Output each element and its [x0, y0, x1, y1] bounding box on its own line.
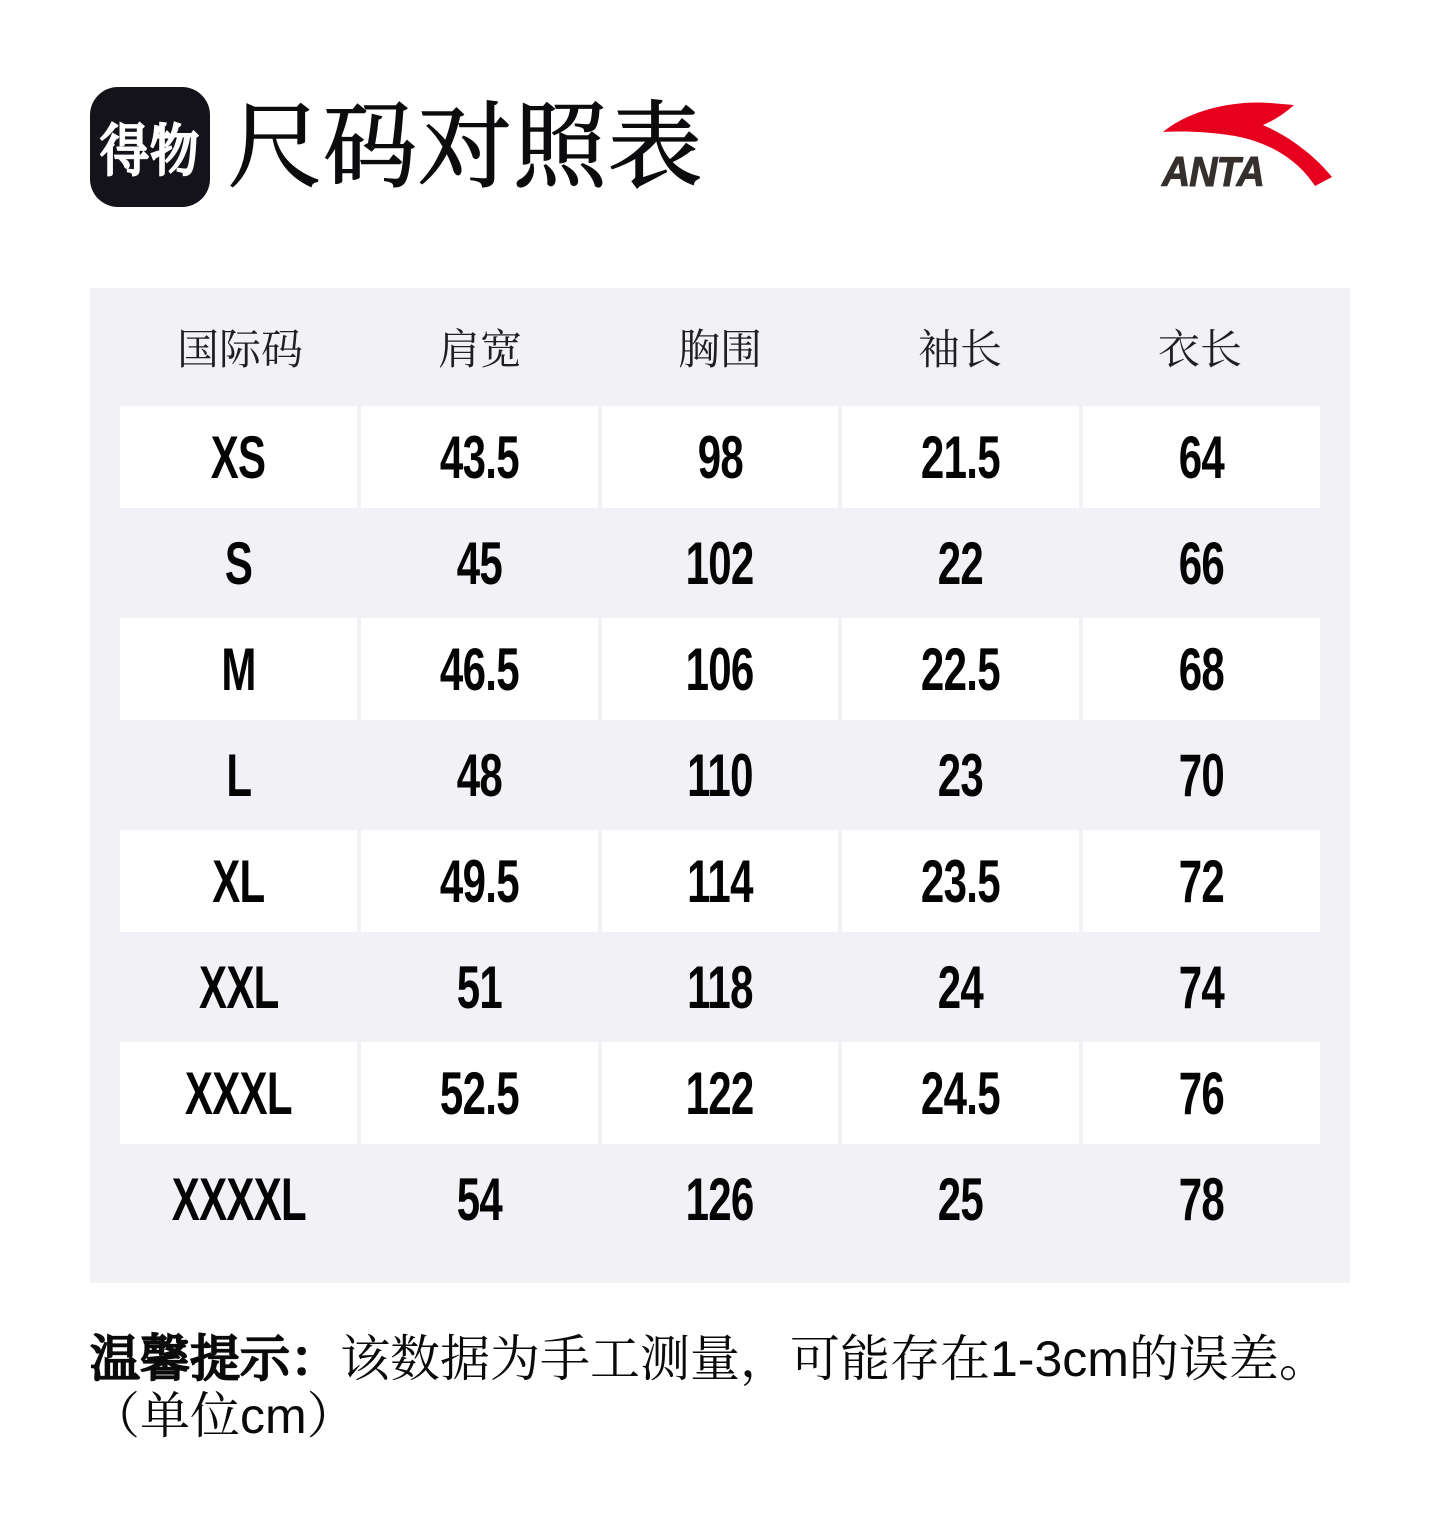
cell-value: XXL	[198, 953, 279, 1021]
cell-value: 118	[687, 953, 753, 1021]
cell-value: 106	[686, 635, 754, 703]
cell-value: 25	[938, 1165, 984, 1233]
cell-value: XXXL	[184, 1059, 292, 1127]
note	[90, 1331, 1400, 1445]
table-cell	[361, 936, 598, 1038]
table-cell	[361, 406, 598, 508]
cell-value: XL	[212, 847, 265, 915]
cell-value: 45	[456, 529, 502, 597]
table-cell	[1083, 724, 1320, 826]
column-header: 袖长	[917, 326, 1002, 373]
table-cell	[602, 936, 839, 1038]
cell-value: 72	[1178, 847, 1225, 915]
cell-value: L	[225, 741, 251, 809]
table-cell	[602, 512, 839, 614]
table-cell	[842, 618, 1079, 720]
note-unit: （单位cm）	[90, 1388, 357, 1444]
table-row	[120, 1042, 1320, 1144]
cell-value: 122	[686, 1059, 754, 1127]
table-cell	[602, 1148, 839, 1250]
table-cell	[120, 1042, 357, 1144]
table-row	[120, 512, 1320, 614]
table-cell	[361, 1042, 598, 1144]
table-cell	[120, 406, 357, 508]
cell-value: 22.5	[921, 635, 1001, 703]
table-cell	[1083, 512, 1320, 614]
table-cell	[361, 724, 598, 826]
cell-value: 46.5	[439, 635, 519, 703]
cell-value: XXXXL	[171, 1165, 306, 1233]
cell-value: 126	[686, 1165, 754, 1233]
table-cell	[842, 936, 1079, 1038]
table-cell	[120, 1148, 357, 1250]
cell-value: 110	[687, 741, 753, 809]
table-cell	[1083, 936, 1320, 1038]
table-cell	[120, 724, 357, 826]
table-cell	[361, 618, 598, 720]
anta-brand-logo	[1160, 98, 1338, 195]
table-cell	[602, 1042, 839, 1144]
cell-value: 98	[697, 423, 743, 491]
table-cell	[842, 512, 1079, 614]
cell-value: 22	[938, 529, 984, 597]
dewu-logo-text: 得物	[100, 120, 200, 183]
cell-value: 66	[1178, 529, 1225, 597]
note-label: 温馨提示：	[90, 1331, 340, 1387]
table-cell	[842, 1148, 1079, 1250]
page-title: 尺码对照表	[228, 94, 704, 199]
table-cell	[1083, 1148, 1320, 1250]
cell-value: 76	[1178, 1059, 1225, 1127]
table-cell	[602, 618, 839, 720]
cell-value: 52.5	[439, 1059, 519, 1127]
note-text: 该数据为手工测量，可能存在1-3cm的误差。	[340, 1331, 1329, 1387]
cell-value: S	[224, 529, 253, 597]
cell-value: 68	[1178, 635, 1225, 703]
page-header	[90, 86, 1350, 208]
table-cell	[120, 618, 357, 720]
column-header: 肩宽	[437, 326, 522, 373]
dewu-app-logo	[90, 87, 210, 207]
table-cell	[602, 406, 839, 508]
table-row	[120, 936, 1320, 1038]
table-cell	[602, 724, 839, 826]
table-cell	[120, 512, 357, 614]
table-cell	[120, 830, 357, 932]
table-body	[120, 406, 1320, 1250]
anta-wordmark: ANTA	[1162, 148, 1264, 195]
cell-value: 23.5	[921, 847, 1001, 915]
table-cell	[1083, 830, 1320, 932]
table-row	[120, 1148, 1320, 1250]
table-row	[120, 618, 1320, 720]
table-row	[120, 724, 1320, 826]
table-cell	[120, 936, 357, 1038]
column-header: 衣长	[1157, 326, 1242, 373]
table-cell	[842, 724, 1079, 826]
table-cell	[1083, 618, 1320, 720]
table-cell	[1083, 1042, 1320, 1144]
cell-value: M	[221, 635, 256, 703]
table-row	[120, 406, 1320, 508]
table-cell	[361, 1148, 598, 1250]
table-header-row	[120, 288, 1320, 406]
cell-value: 24.5	[921, 1059, 1001, 1127]
cell-value: XS	[211, 423, 266, 491]
cell-value: 54	[456, 1165, 502, 1233]
table-cell	[842, 1042, 1079, 1144]
cell-value: 24	[938, 953, 984, 1021]
cell-value: 21.5	[921, 423, 1001, 491]
table-cell	[842, 406, 1079, 508]
table-cell	[1083, 406, 1320, 508]
cell-value: 23	[938, 741, 984, 809]
cell-value: 49.5	[439, 847, 519, 915]
cell-value: 78	[1178, 1165, 1225, 1233]
cell-value: 51	[456, 953, 502, 1021]
column-header: 胸围	[677, 326, 762, 373]
table-row	[120, 830, 1320, 932]
table-cell	[361, 512, 598, 614]
size-table	[90, 288, 1350, 1283]
cell-value: 43.5	[439, 423, 519, 491]
table-cell	[361, 830, 598, 932]
table-cell	[842, 830, 1079, 932]
cell-value: 114	[687, 847, 753, 915]
cell-value: 74	[1178, 953, 1225, 1021]
cell-value: 64	[1178, 423, 1225, 491]
cell-value: 70	[1178, 741, 1225, 809]
cell-value: 102	[686, 529, 754, 597]
cell-value: 48	[456, 741, 502, 809]
column-header: 国际码	[176, 326, 303, 373]
table-cell	[602, 830, 839, 932]
